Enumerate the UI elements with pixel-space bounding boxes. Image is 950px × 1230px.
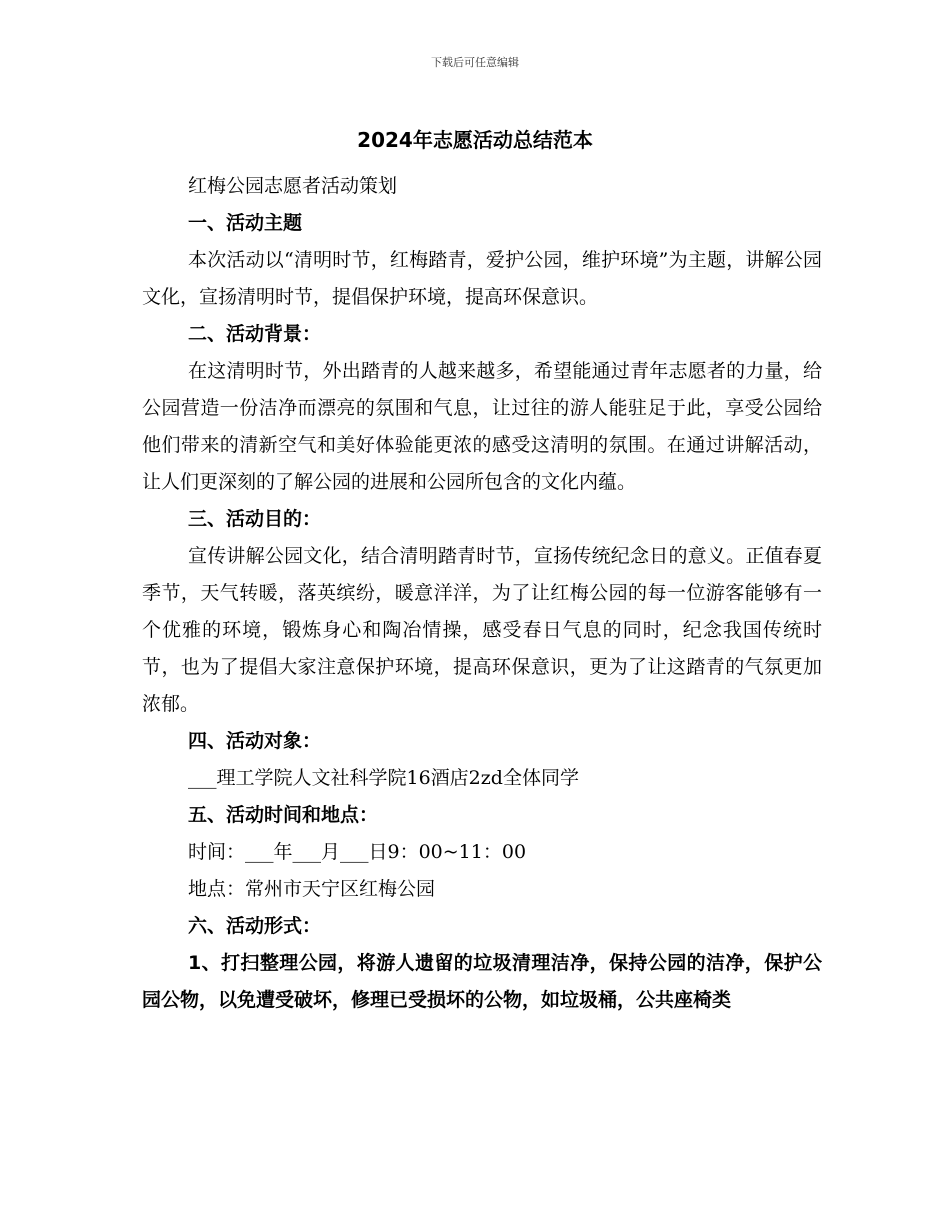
section-text-form-item1: 1、打扫整理公园，将游人遗留的垃圾清理洁净，保持公园的洁净，保护公园公物，以免遭受破坏，修理已受损坏的公物，如垃圾桶，公共座椅类 <box>142 952 822 1011</box>
section-text-theme: 本次活动以“清明时节，红梅踏青，爱护公园，维护环境”为主题，讲解公园文化，宣扬清明时节，提倡保护环境，提高环保意识。 <box>142 249 822 308</box>
document-title: 2024年志愿活动总结范本 <box>357 128 593 152</box>
section-heading-time-place: 五、活动时间和地点： <box>188 804 379 826</box>
section-heading-target: 四、活动对象： <box>188 730 322 752</box>
section-heading-background: 二、活动背景： <box>188 323 322 345</box>
section-heading-purpose: 三、活动目的： <box>188 508 322 530</box>
section-heading-theme: 一、活动主题 <box>188 212 303 234</box>
section-text-background: 在这清明时节，外出踏青的人越来越多，希望能通过青年志愿者的力量，给公园营造一份洁净而漂亮的氛围和气息，让过往的游人能驻足于此，享受公园给他们带来的清新空气和美好体验能更浓的感受这清明的氛围。在通过讲解活动，让人们更深刻的了解公园的进展和公园所包含的文化内蕴。 <box>142 360 822 493</box>
document-body <box>142 168 822 1019</box>
section-text-target: ___理工学院人文社科学院16酒店2zd全体同学 <box>188 767 579 789</box>
section-text-purpose: 宣传讲解公园文化，结合清明踏青时节，宣扬传统纪念日的意义。正值春夏季节，天气转暖，落英缤纷，暖意洋洋，为了让红梅公园的每一位游客能够有一个优雅的环境，锻炼身心和陶冶情操，感受春日气息的同时，纪念我国传统时节，也为了提倡大家注意保护环境，提高环保意识，更为了让这踏青的气氛更加浓郁。 <box>142 545 822 715</box>
header-note: 下载后可任意编辑 <box>431 56 519 69</box>
section-text-time: 时间：___年___月___日9：00~11：00 <box>188 841 527 863</box>
section-text-place: 地点：常州市天宁区红梅公园 <box>188 878 436 900</box>
subtitle: 红梅公园志愿者活动策划 <box>188 175 398 197</box>
section-heading-form: 六、活动形式： <box>188 915 322 937</box>
